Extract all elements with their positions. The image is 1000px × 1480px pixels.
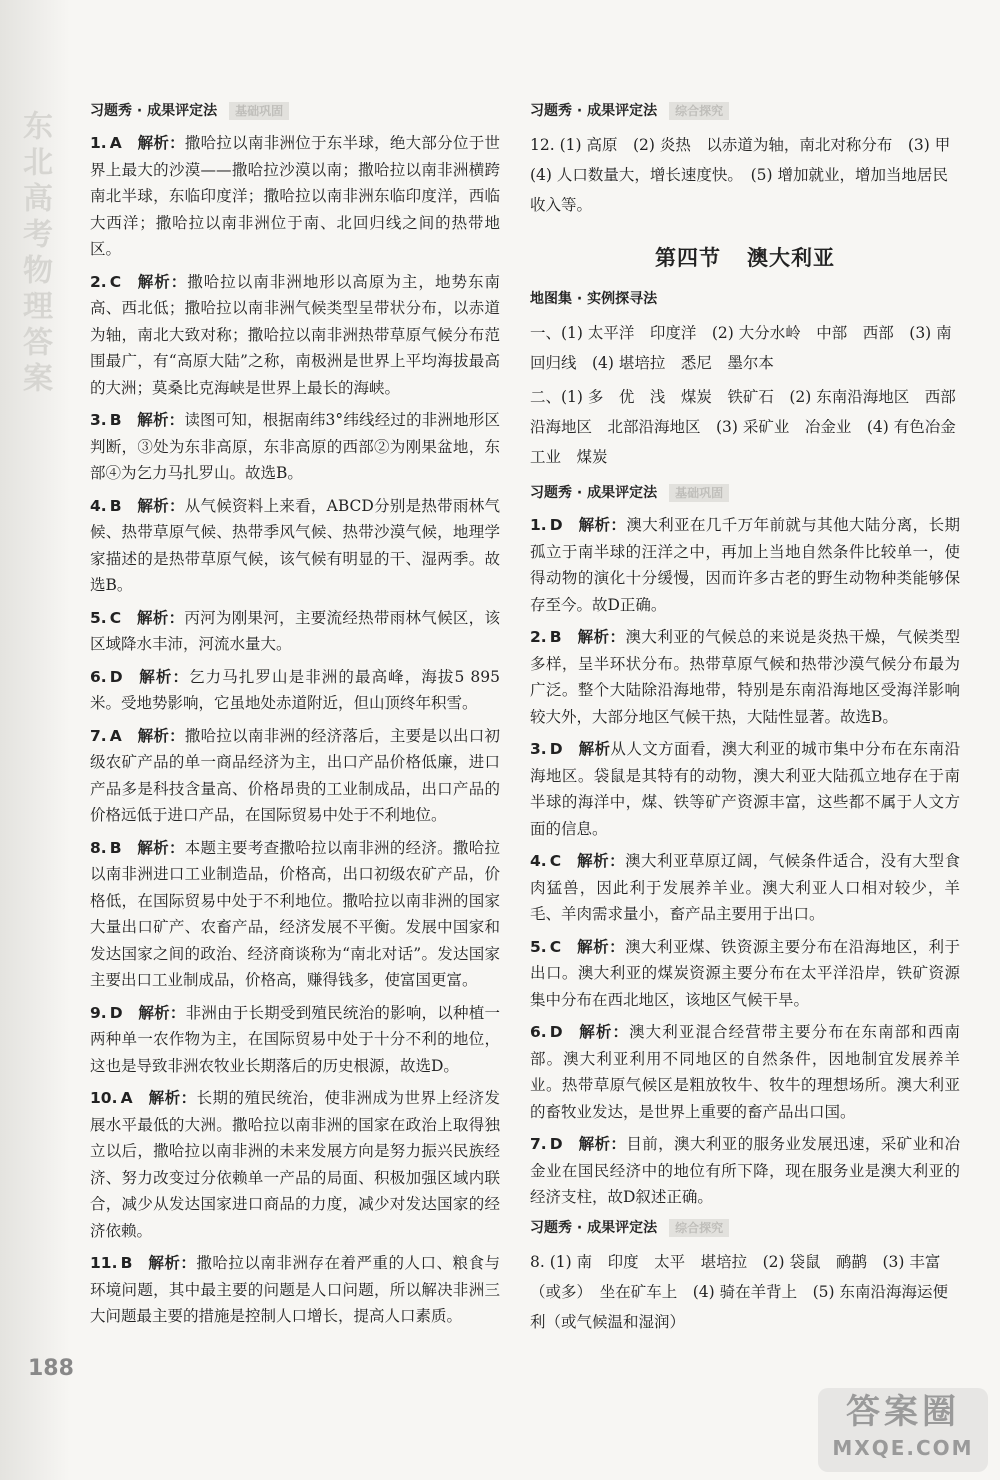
section-tag: 基础巩固 (229, 102, 289, 120)
explanation-text: 长期的殖民统治，使非洲成为世界上经济发展水平最低的大洲。撒哈拉以南非洲的国家在政治上取得独立以后，撒哈拉以南非洲的未来发展方向是努力振兴民族经济、努力改变过分依赖单一产品的局面、积极加强区域内联合，减少从发达国家进口商品的力度，减少对发达国家的经济依赖。 (90, 1089, 500, 1240)
explanation-label: 解析： (138, 667, 190, 686)
answer-item (90, 1085, 500, 1244)
section-title: 地图集 · 实例探寻法 (530, 291, 658, 307)
explanation-text: 撒哈拉以南非洲的经济落后，主要是以出口初级农矿产品的单一商品经济为主，出口产品价格低廉，进口产品多是科技含量高、价格昂贵的工业制成品，出口产品的价格远低于进口产品，在国际贸易中处于不利地位。 (90, 726, 500, 824)
section-title: 习题秀 · 成果评定法 (530, 1219, 658, 1236)
answer-number: 4. (90, 496, 107, 515)
explanation-label: 解析： (147, 1254, 197, 1272)
answer-number: 2. (530, 628, 547, 646)
explanation-label: 解析： (137, 838, 185, 857)
answer-number: 7. (530, 1135, 547, 1153)
explanation-text: 从气候资料上来看，ABCD分别是热带雨林气候、热带草原气候、热带季风气候、热带沙漠气候，地理学家描述的是热带草原气候，该气候有明显的干、湿两季。故选B。 (90, 496, 500, 594)
section-title: 习题秀 · 成果评定法 (530, 103, 658, 119)
watermark-sub-text: MXQE.COM (832, 1436, 974, 1460)
answer-list (530, 512, 960, 1211)
section-title: 习题秀 · 成果评定法 (90, 103, 218, 119)
question-8-answer: 8. (1) 南 印度 太平 堪培拉 (2) 袋鼠 鸸鹋 (3) 丰富（或多） 坐在矿车上 (4) 骑在羊背上 (5) 东南沿海海运便利（或气候温和湿润） (530, 1252, 949, 1331)
section-header (530, 482, 960, 502)
answer-item (530, 1131, 960, 1211)
answer-number: 3. (530, 740, 547, 758)
explanation-label: 解析： (137, 411, 185, 429)
answer-number: 6. (530, 1023, 547, 1041)
answer-item (90, 1250, 500, 1330)
map-answer-2: 二、(1) 多 优 浅 煤炭 铁矿石 (2) 东南沿海地区 西部沿海地区 北部沿海地区 (3) 采矿业 冶金业 (4) 有色冶金工业 煤炭 (530, 388, 956, 466)
explanation-text: 撒哈拉以南非洲存在着严重的人口、粮食与环境问题，其中最主要的问题是人口问题，所以解决非洲三大问题最主要的措施是控制人口增长，提高人口素质。 (90, 1254, 500, 1325)
answer-choice: A (120, 1089, 133, 1107)
answer-number: 10. (90, 1089, 118, 1107)
right-column (530, 100, 966, 1341)
answer-choice: C (549, 937, 562, 956)
answer-item (90, 269, 500, 402)
explanation-label: 解析 (578, 740, 611, 758)
watermark-main-text: 答案圈 (846, 1392, 960, 1432)
answer-choice: B (109, 496, 122, 515)
explanation-text: 澳大利亚煤、铁资源主要分布在沿海地区，利于出口。澳大利亚的煤炭资源主要分布在太平洋沿岸，铁矿资源集中分布在西北地区，该地区气候干旱。 (530, 937, 960, 1009)
answer-number: 5. (530, 937, 547, 956)
explanation-text: 澳大利亚的气候总的来说是炎热干燥，气候类型多样，呈半环状分布。热带草原气候和热带沙漠气候分布最为广泛。整个大陆除沿海地带，特别是东南沿海地区受海洋影响较大外，大部分地区气候干热，大陆性显著。故选B。 (530, 628, 960, 726)
map-answer-1: 一、(1) 太平洋 印度洋 (2) 大分水岭 中部 西部 (3) 南回归线 (4) 堪培拉 悉尼 墨尔本 (530, 324, 952, 372)
explanation-label: 解析： (136, 608, 185, 627)
answer-choice: D (549, 1023, 563, 1041)
answer-number: 11. (90, 1254, 118, 1272)
answer-choice: A (109, 726, 122, 745)
answer-number: 5. (90, 608, 107, 627)
section-header (530, 288, 960, 308)
explanation-label: 解析： (137, 726, 185, 745)
answer-item (530, 1019, 960, 1125)
answer-choice: A (109, 134, 122, 152)
answer-item (90, 407, 500, 487)
explanation-label: 解析： (578, 1023, 630, 1041)
answer-item (90, 664, 500, 717)
answer-item (90, 723, 500, 829)
answer-choice: C (549, 852, 562, 870)
answer-item (530, 848, 960, 928)
chapter-number: 第四节 (655, 246, 721, 270)
explanation-text: 非洲由于长期受到殖民统治的影响，以种植一两种单一农作物为主，在国际贸易中处于十分不利的地位，这也是导致非洲农牧业长期落后的历史根源，故选D。 (90, 1003, 500, 1075)
explanation-text: 本题主要考查撒哈拉以南非洲的经济。撒哈拉以南非洲进口工业制造品，价格高，出口初级农矿产品，价格低，在国际贸易中处于不利地位。撒哈拉以南非洲的国家大量出口矿产、农畜产品，经济发展不平衡。发展中国家和发达国家之间的政治、经济商谈称为“南北对话”。发达国家主要出口工业制成品，价格高，赚得钱多，使富国更富。 (90, 838, 500, 989)
explanation-label: 解析： (576, 852, 626, 870)
chapter-name: 澳大利亚 (747, 246, 835, 270)
explanation-label: 解析： (137, 496, 185, 515)
answer-number: 9. (90, 1003, 107, 1022)
answer-item (530, 512, 960, 618)
spine-watermark-text: 东北高考物理答案 (17, 110, 52, 398)
answer-item (90, 493, 500, 599)
section-header (530, 100, 960, 120)
answer-number: 8. (90, 838, 107, 857)
explanation-label: 解析： (578, 1135, 627, 1153)
answer-number: 6. (90, 667, 107, 686)
answer-choice: C (109, 272, 122, 291)
answer-number: 2. (90, 272, 107, 291)
explanation-text: 丙河为刚果河，主要流经热带雨林气候区，该区域降水丰沛，河流水量大。 (90, 608, 500, 653)
explanation-label: 解析： (576, 937, 626, 956)
explanation-text: 撒哈拉以南非洲地形以高原为主，地势东南高、西北低；撒哈拉以南非洲气候类型呈带状分布，以赤道为轴，南北大致对称；撒哈拉以南非洲热带草原气候分布范围最广，有“高原大陆”之称，南极洲是世界上平均海拔最高的大洲；莫桑比克海峡是世界上最长的海峡。 (90, 272, 500, 397)
answer-item (530, 736, 960, 842)
explanation-text: 乞力马扎罗山是非洲的最高峰，海拔5 895米。受地势影响，它虽地处赤道附近，但山顶终年积雪。 (90, 667, 500, 712)
section-tag: 基础巩固 (669, 484, 729, 502)
explanation-text: 目前，澳大利亚的服务业发展迅速，采矿业和冶金业在国民经济中的地位有所下降，现在服务业是澳大利亚的经济支柱，故D叙述正确。 (530, 1135, 960, 1206)
explanation-label: 解析： (137, 134, 185, 152)
left-column (90, 100, 500, 1336)
section-tag: 综合探究 (669, 1219, 729, 1237)
explanation-label: 解析： (578, 516, 627, 534)
answer-number: 4. (530, 852, 547, 870)
explanation-label: 解析： (138, 1003, 186, 1022)
answer-item (530, 934, 960, 1014)
answer-choice: B (109, 838, 122, 857)
explanation-text: 撒哈拉以南非洲位于东半球，绝大部分位于世界上最大的沙漠——撒哈拉沙漠以南；撒哈拉以南非洲横跨南北半球，东临印度洋；撒哈拉以南非洲东临印度洋，西临大西洋；撒哈拉以南非洲位于南、北回归线之间的热带地区。 (90, 134, 500, 258)
answer-choice: D (549, 516, 563, 534)
answer-item (90, 835, 500, 994)
explanation-label: 解析： (136, 272, 188, 291)
page-number: 188 (28, 1356, 74, 1381)
answer-number: 7. (90, 726, 107, 745)
answer-number: 3. (90, 411, 107, 429)
answer-number: 1. (90, 134, 107, 152)
answer-item (90, 130, 500, 263)
answer-choice: B (120, 1254, 133, 1272)
explanation-text: 从人文方面看，澳大利亚的城市集中分布在东南沿海地区。袋鼠是其特有的动物，澳大利亚大陆孤立地存在于南半球的海洋中，煤、铁等矿产资源丰富，这些都不属于人文方面的信息。 (530, 740, 960, 838)
answer-item (90, 605, 500, 658)
explanation-text: 澳大利亚在几千万年前就与其他大陆分离，长期孤立于南半球的汪洋之中，再加上当地自然条件比较单一，使得动物的演化十分缓慢，因而许多古老的野生动物种类能够保存至今。故D正确。 (530, 516, 960, 614)
answer-item (90, 1000, 500, 1080)
explanation-text: 澳大利亚混合经营带主要分布在东南部和西南部。澳大利亚利用不同地区的自然条件，因地制宜发展养羊业。热带草原气候区是粗放牧牛、牧牛的理想场所。澳大利亚的畜牧业发达，是世界上重要的畜产品出口国。 (530, 1023, 960, 1121)
explanation-label: 解析： (148, 1089, 197, 1107)
chapter-title (530, 242, 960, 272)
answer-choice: D (549, 740, 563, 758)
answer-choice: B (109, 411, 122, 429)
explanation-label: 解析： (577, 628, 626, 646)
answer-choice: D (549, 1135, 563, 1153)
answer-list (90, 130, 500, 1330)
answer-choice: D (109, 667, 123, 686)
section-header (90, 100, 500, 120)
site-watermark-logo (818, 1388, 988, 1472)
answer-choice: C (109, 608, 122, 627)
explanation-text: 读图可知，根据南纬3°纬线经过的非洲地形区判断，③处为东非高原，东非高原的西部②为刚果盆地，东部④为乞力马扎罗山。故选B。 (90, 411, 500, 482)
answer-item (530, 624, 960, 730)
answer-choice: D (109, 1003, 123, 1022)
section-header (530, 1217, 960, 1237)
question-12-answer: 12. (1) 高原 (2) 炎热 以赤道为轴，南北对称分布 (3) 甲 (4) 人口数量大，增长速度快。 (5) 增加就业，增加当地居民收入等。 (530, 136, 966, 214)
section-title: 习题秀 · 成果评定法 (530, 485, 658, 501)
answer-number: 1. (530, 516, 547, 534)
explanation-text: 澳大利亚草原辽阔，气候条件适合，没有大型食肉猛兽，因此利于发展养羊业。澳大利亚人口相对较少，羊毛、羊肉需求量小，畜产品主要用于出口。 (530, 852, 960, 923)
section-tag: 综合探究 (669, 102, 729, 120)
answer-choice: B (549, 628, 562, 646)
